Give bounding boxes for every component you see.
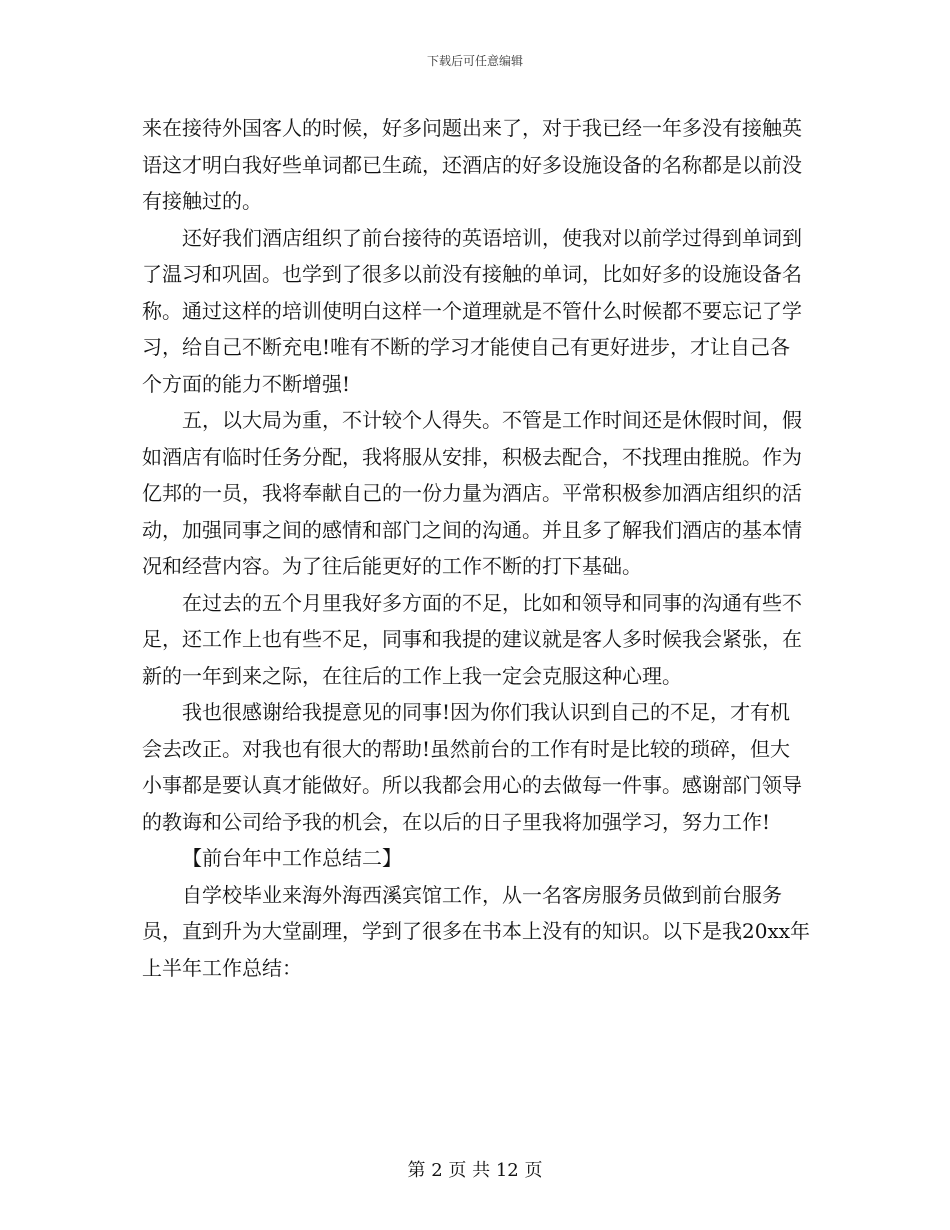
paragraph-5: 我也很感谢给我提意见的同事!因为你们我认识到自己的不足，才有机会去改正。对我也有很大的帮助!虽然前台的工作有时是比较的琐碎，但大小事都是要认真才能做好。所以我都会用心的去做每一件事。感谢部门领导的教诲和公司给予我的机会，在以后的日子里我将加强学习，努力工作! (142, 700, 802, 834)
paragraph-6: 自学校毕业来海外海西溪宾馆工作，从一名客房服务员做到前台服务员，直到升为大堂副理，学到了很多在书本上没有的知识。以下是我20xx年上半年工作总结： (142, 882, 811, 980)
paragraph-4: 在过去的五个月里我好多方面的不足，比如和领导和同事的沟通有些不足，还工作上也有些不足，同事和我提的建议就是客人多时候我会紧张，在新的一年到来之际，在往后的工作上我一定会克服这种心理。 (142, 590, 802, 688)
section-heading: 【前台年中工作总结二】 (182, 846, 402, 870)
page-number-footer: 第 2 页 共 12 页 (407, 1160, 543, 1181)
paragraph-2: 还好我们酒店组织了前台接待的英语培训，使我对以前学过得到单词到了温习和巩固。也学到了很多以前没有接触的单词，比如好多的设施设备名称。通过这样的培训使明白这样一个道理就是不管什么时候都不要忘记了学习，给自己不断充电!唯有不断的学习才能使自己有更好进步，才让自己各个方面的能力不断增强! (142, 225, 802, 396)
paragraph-1: 来在接待外国客人的时候，好多问题出来了，对于我已经一年多没有接触英语这才明白我好些单词都已生疏，还酒店的好多设施设备的名称都是以前没有接触过的。 (142, 116, 802, 213)
document-body (142, 110, 810, 986)
paragraph-3: 五，以大局为重，不计较个人得失。不管是工作时间还是休假时间，假如酒店有临时任务分配，我将服从安排，积极去配合，不找理由推脱。作为亿邦的一员，我将奉献自己的一份力量为酒店。平常积极参加酒店组织的活动，加强同事之间的感情和部门之间的沟通。并且多了解我们酒店的基本情况和经营内容。为了往后能更好的工作不断的打下基础。 (142, 408, 802, 578)
page-header-note: 下载后可任意编辑 (426, 54, 523, 68)
